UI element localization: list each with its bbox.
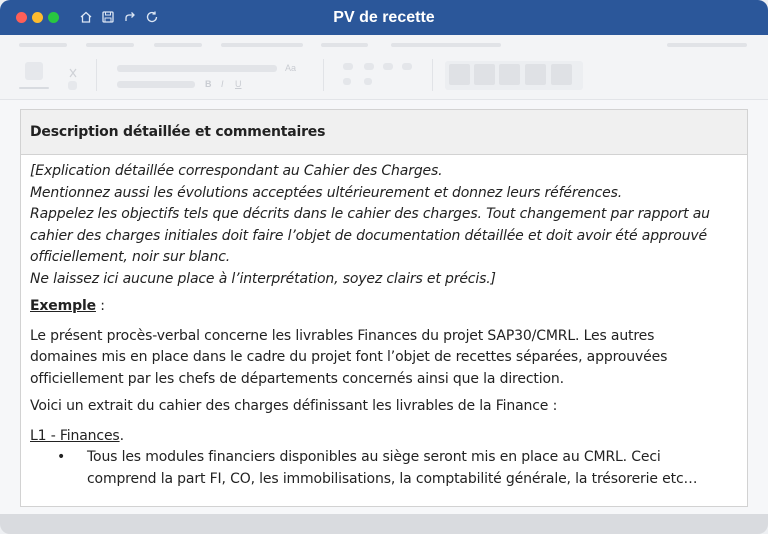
example-heading <box>30 296 738 318</box>
style-swatch[interactable] <box>551 64 572 85</box>
description-table[interactable] <box>20 109 748 507</box>
ribbon-separator <box>432 59 433 91</box>
ribbon-tab-placeholder[interactable] <box>221 43 303 47</box>
align-left-icon[interactable] <box>343 63 353 70</box>
cut-icon[interactable] <box>68 63 77 72</box>
ribbon-tab-placeholder[interactable] <box>321 43 368 47</box>
ribbon-separator <box>96 59 97 91</box>
copy-icon[interactable] <box>68 81 77 90</box>
paragraph-line: domaines mis en place dans le cadre du projet font l’objet de recettes séparées, approuvées <box>30 349 668 365</box>
deliverable-suffix: . <box>119 427 124 444</box>
ribbon-separator <box>323 59 324 91</box>
table-body[interactable] <box>21 155 747 490</box>
numbering-icon[interactable] <box>364 78 372 85</box>
list-item-line: Tous les modules financiers disponibles au siège seront mis en place au CMRL. Ceci <box>87 449 661 465</box>
example-label: Exemple <box>30 298 96 314</box>
ribbon-toolbar <box>0 51 768 100</box>
align-justify-icon[interactable] <box>402 63 412 70</box>
bottom-bar <box>0 514 768 534</box>
align-center-icon[interactable] <box>364 63 374 70</box>
instruction-line: [Explication détaillée correspondant au Cahier des Charges. <box>30 163 443 179</box>
bullets-icon[interactable] <box>343 78 351 85</box>
paragraph-line: Le présent procès-verbal concerne les livrables Finances du projet SAP30/CMRL. Les autres <box>30 327 655 344</box>
list-item-line: comprend la part FI, CO, les immobilisations, la comptabilité générale, la trésorerie etc… <box>87 470 698 487</box>
paragraph-line: officiellement par les chefs de départements concernés ainsi que la direction. <box>30 370 564 387</box>
instruction-line: cahier des charges initiales doit faire l’objet de documentation détaillée et doit avoir été approuvé <box>30 227 708 244</box>
paragraph-extract <box>30 396 738 418</box>
align-right-icon[interactable] <box>383 63 393 70</box>
underline-button[interactable]: U <box>235 79 242 89</box>
ribbon-tab-placeholder[interactable] <box>391 43 501 47</box>
instruction-line: Rappelez les objectifs tels que décrits dans le cahier des charges. Tout changement par rapport au <box>30 206 710 222</box>
paste-label-placeholder <box>19 87 49 89</box>
paragraph-intro <box>30 326 738 391</box>
font-size-icon[interactable]: Aa <box>285 63 297 73</box>
deliverable-label: L1 - Finances <box>30 427 120 444</box>
ribbon-tab-placeholder[interactable] <box>154 43 202 47</box>
paste-icon[interactable] <box>25 62 43 80</box>
ribbon-tab-placeholder[interactable] <box>19 43 67 47</box>
instruction-line: Ne laissez ici aucune place à l’interprétation, soyez clairs et précis.] <box>30 270 496 287</box>
example-suffix: : <box>95 298 105 314</box>
bullet-icon: • <box>57 449 66 465</box>
ribbon-tab-placeholder[interactable] <box>667 43 747 47</box>
paragraph-line: Voici un extrait du cahier des charges définissant les livrables de la Finance : <box>30 398 558 414</box>
document-canvas <box>0 100 768 514</box>
font-family-select[interactable] <box>117 65 277 72</box>
style-swatch[interactable] <box>525 64 546 85</box>
style-swatch[interactable] <box>474 64 495 85</box>
style-swatch[interactable] <box>499 64 520 85</box>
ribbon-tab-placeholder[interactable] <box>86 43 134 47</box>
font-size-select[interactable] <box>117 81 195 88</box>
deliverable-heading <box>30 426 738 448</box>
italic-button[interactable]: I <box>221 79 224 89</box>
ribbon-tabs <box>0 35 768 51</box>
list-item <box>30 447 738 490</box>
table-header: Description détaillée et commentaires <box>21 110 747 155</box>
window-title: PV de recette <box>333 9 435 26</box>
title-bar <box>0 0 768 35</box>
style-swatch[interactable] <box>449 64 470 85</box>
instruction-line: Mentionnez aussi les évolutions acceptées ultérieurement et donnez leurs références. <box>30 184 623 201</box>
instruction-line: officiellement, noir sur blanc. <box>30 249 231 265</box>
bold-button[interactable]: B <box>205 79 212 89</box>
